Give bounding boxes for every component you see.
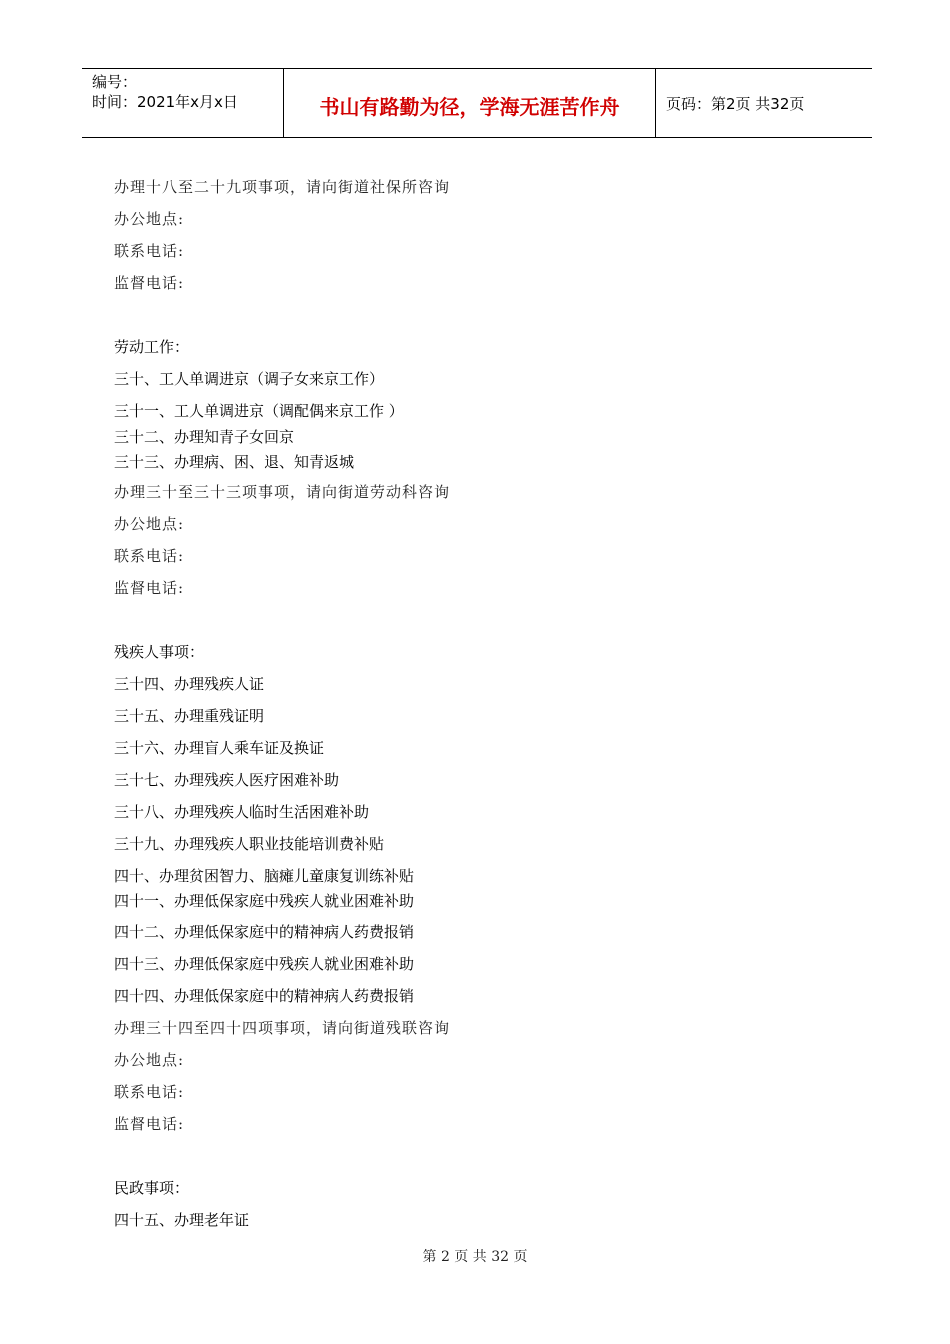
supervision-phone: 监督电话: [114,579,185,597]
list-item: 三十、工人单调进京（调子女来京工作） [114,370,385,388]
consult-note: 办理三十四至四十四项事项，请向街道残联咨询 [114,1019,451,1037]
list-item: 三十二、办理知青子女回京 [114,428,295,446]
list-item: 三十五、办理重残证明 [114,707,265,725]
list-item: 三十九、办理残疾人职业技能培训费补贴 [114,835,385,853]
list-item: 四十一、办理低保家庭中残疾人就业困难补助 [114,892,415,910]
list-item: 四十四、办理低保家庭中的精神病人药费报销 [114,987,415,1005]
contact-phone: 联系电话: [114,547,185,565]
header-motto-cell [284,69,656,137]
supervision-phone: 监督电话: [114,274,185,292]
section-heading: 残疾人事项： [114,643,205,661]
list-item: 三十三、办理病、困、退、知青返城 [114,453,355,471]
list-item: 三十四、办理残疾人证 [114,675,265,693]
list-item: 三十一、工人单调进京（调配偶来京工作 ） [114,402,404,420]
contact-phone: 联系电话: [114,242,185,260]
list-item: 四十二、办理低保家庭中的精神病人药费报销 [114,923,415,941]
list-item: 四十、办理贫困智力、脑瘫儿童康复训练补贴 [114,867,415,885]
document-date: 时间：2021年x月x日 [92,93,238,111]
office-address: 办公地点: [114,1051,185,1069]
section-heading: 民政事项： [114,1179,190,1197]
list-item: 四十三、办理低保家庭中残疾人就业困难补助 [114,955,415,973]
header-page-number: 页码：第2页 共32页 [666,95,805,113]
section-heading: 劳动工作： [114,338,190,356]
consult-note: 办理十八至二十九项事项，请向街道社保所咨询 [114,178,451,196]
contact-phone: 联系电话: [114,1083,185,1101]
document-number: 编号： [92,73,138,91]
header-info-cell [82,69,284,137]
list-item: 四十五、办理老年证 [114,1211,250,1229]
header-motto: 书山有路勤为径，学海无涯苦作舟 [319,95,620,119]
list-item: 三十七、办理残疾人医疗困难补助 [114,771,340,789]
supervision-phone: 监督电话: [114,1115,185,1133]
page-footer: 第 2 页 共 32 页 [422,1249,528,1265]
list-item: 三十六、办理盲人乘车证及换证 [114,739,325,757]
office-address: 办公地点: [114,210,185,228]
list-item: 三十八、办理残疾人临时生活困难补助 [114,803,370,821]
office-address: 办公地点: [114,515,185,533]
consult-note: 办理三十至三十三项事项，请向街道劳动科咨询 [114,483,451,501]
page-header [82,68,872,138]
header-page-cell [656,69,872,137]
